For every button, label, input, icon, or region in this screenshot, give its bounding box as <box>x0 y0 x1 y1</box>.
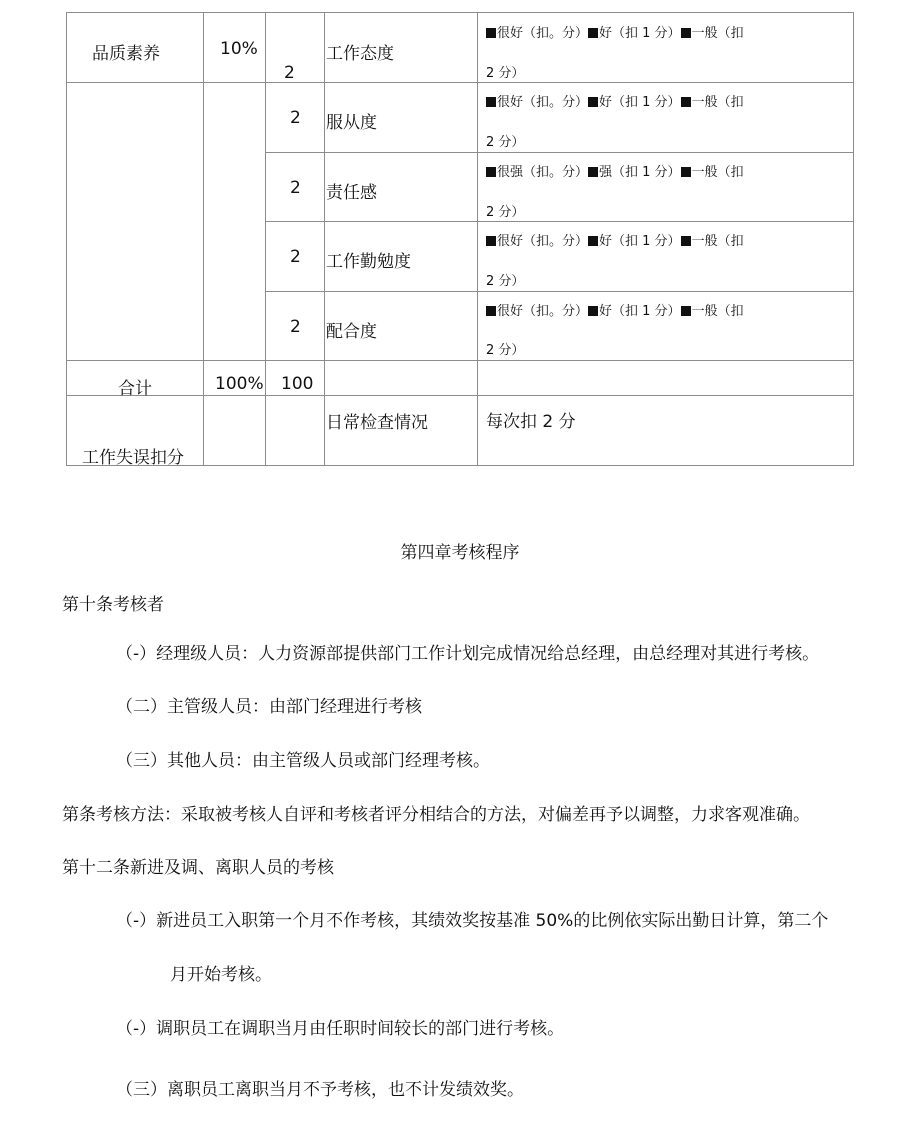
total-row <box>67 361 854 396</box>
empty-cell <box>478 361 854 396</box>
item-cell <box>325 222 478 292</box>
mistake-deduct: 每次扣 2 分 <box>486 412 576 432</box>
category-cell-empty <box>67 83 204 361</box>
checkbox-icon <box>486 167 496 177</box>
rating-options: 很好（扣。分） 好（扣 1 分） 一般（扣 <box>486 27 744 40</box>
item-cell <box>325 153 478 222</box>
score-cell <box>266 153 325 222</box>
item-cell <box>325 83 478 153</box>
mistake-label: 工作失误扣分 <box>82 448 184 468</box>
article-10-heading: 第十条考核者 <box>62 595 164 615</box>
rating-options: 很好（扣。分） 好（扣 1 分） 一般（扣 <box>486 305 744 318</box>
options-cell <box>478 292 854 361</box>
total-weight-cell <box>204 361 266 396</box>
checkbox-icon <box>681 28 691 38</box>
score-cell <box>266 13 325 83</box>
article-12-item-3: （三）离职员工离职当月不予考核，也不计发绩效奖。 <box>116 1080 524 1100</box>
item-label: 服从度 <box>326 113 377 133</box>
rating-options: 很好（扣。分） 好（扣 1 分） 一般（扣 <box>486 235 744 248</box>
total-label-cell <box>67 361 204 399</box>
weight-value: 10% <box>220 39 258 59</box>
item-label: 工作勤勉度 <box>326 252 411 272</box>
score-value: 2 <box>290 178 301 198</box>
checkbox-icon <box>681 236 691 246</box>
empty-cell <box>325 361 478 396</box>
evaluation-table <box>66 12 854 466</box>
score-value: 2 <box>284 63 295 83</box>
rating-options-cont: 2 分） <box>486 205 525 220</box>
empty-cell <box>204 396 266 466</box>
checkbox-icon <box>588 236 598 246</box>
rating-options-cont: 2 分） <box>486 135 525 150</box>
mistake-label-cell <box>67 396 204 466</box>
item-label: 工作态度 <box>326 44 394 64</box>
checkbox-icon <box>588 97 598 107</box>
total-weight: 100% <box>215 374 264 394</box>
article-10-item-3: （三）其他人员：由主管级人员或部门经理考核。 <box>116 751 490 771</box>
rating-options-cont: 2 分） <box>486 343 525 358</box>
item-cell <box>325 292 478 361</box>
score-cell <box>266 222 325 292</box>
article-12-item-2: （-）调职员工在调职当月由任职时间较长的部门进行考核。 <box>116 1019 565 1039</box>
score-cell <box>266 83 325 153</box>
checkbox-icon <box>588 306 598 316</box>
table-row <box>67 83 854 153</box>
checkbox-icon <box>486 97 496 107</box>
total-score-cell <box>266 361 325 396</box>
checkbox-icon <box>486 28 496 38</box>
article-12-item-1-cont: 月开始考核。 <box>170 965 272 985</box>
mistake-item: 日常检查情况 <box>326 413 428 433</box>
weight-cell-empty <box>204 83 266 361</box>
article-11: 第条考核方法：采取被考核人自评和考核者评分相结合的方法，对偏差再予以调整，力求客观准确。 <box>62 805 810 825</box>
score-value: 2 <box>290 108 301 128</box>
rating-options-cont: 2 分） <box>486 66 525 81</box>
score-value: 2 <box>290 317 301 337</box>
empty-cell <box>266 396 325 466</box>
item-cell <box>325 13 478 83</box>
item-label: 配合度 <box>326 322 377 342</box>
rating-options: 很强（扣。分） 强（扣 1 分） 一般（扣 <box>486 166 744 179</box>
checkbox-icon <box>486 236 496 246</box>
rating-options-cont: 2 分） <box>486 274 525 289</box>
options-cell <box>478 153 854 222</box>
mistake-deduct-cell <box>478 396 854 466</box>
table-row <box>67 13 854 83</box>
category-label: 品质素养 <box>92 44 160 64</box>
category-cell <box>67 13 204 83</box>
total-score: 100 <box>281 374 314 394</box>
options-cell <box>478 222 854 292</box>
score-cell <box>266 292 325 361</box>
total-label: 合计 <box>118 379 152 399</box>
checkbox-icon <box>681 97 691 107</box>
checkbox-icon <box>681 306 691 316</box>
mistake-item-cell <box>325 396 478 466</box>
score-value: 2 <box>290 247 301 267</box>
weight-cell <box>204 13 266 83</box>
checkbox-icon <box>486 306 496 316</box>
options-cell <box>478 83 854 153</box>
article-10-item-2: （二）主管级人员：由部门经理进行考核 <box>116 697 422 717</box>
article-12-heading: 第十二条新进及调、离职人员的考核 <box>62 858 334 878</box>
article-12-item-1: （-）新进员工入职第一个月不作考核，其绩效奖按基准 50%的比例依实际出勤日计算，第二个 <box>116 911 829 931</box>
article-10-item-1: （-）经理级人员：人力资源部提供部门工作计划完成情况给总经理，由总经理对其进行考核。 <box>116 644 820 664</box>
chapter-title: 第四章考核程序 <box>400 543 520 563</box>
checkbox-icon <box>588 28 598 38</box>
checkbox-icon <box>681 167 691 177</box>
rating-options: 很好（扣。分） 好（扣 1 分） 一般（扣 <box>486 96 744 109</box>
mistake-row <box>67 396 854 466</box>
options-cell <box>478 13 854 83</box>
item-label: 责任感 <box>326 183 377 203</box>
checkbox-icon <box>588 167 598 177</box>
